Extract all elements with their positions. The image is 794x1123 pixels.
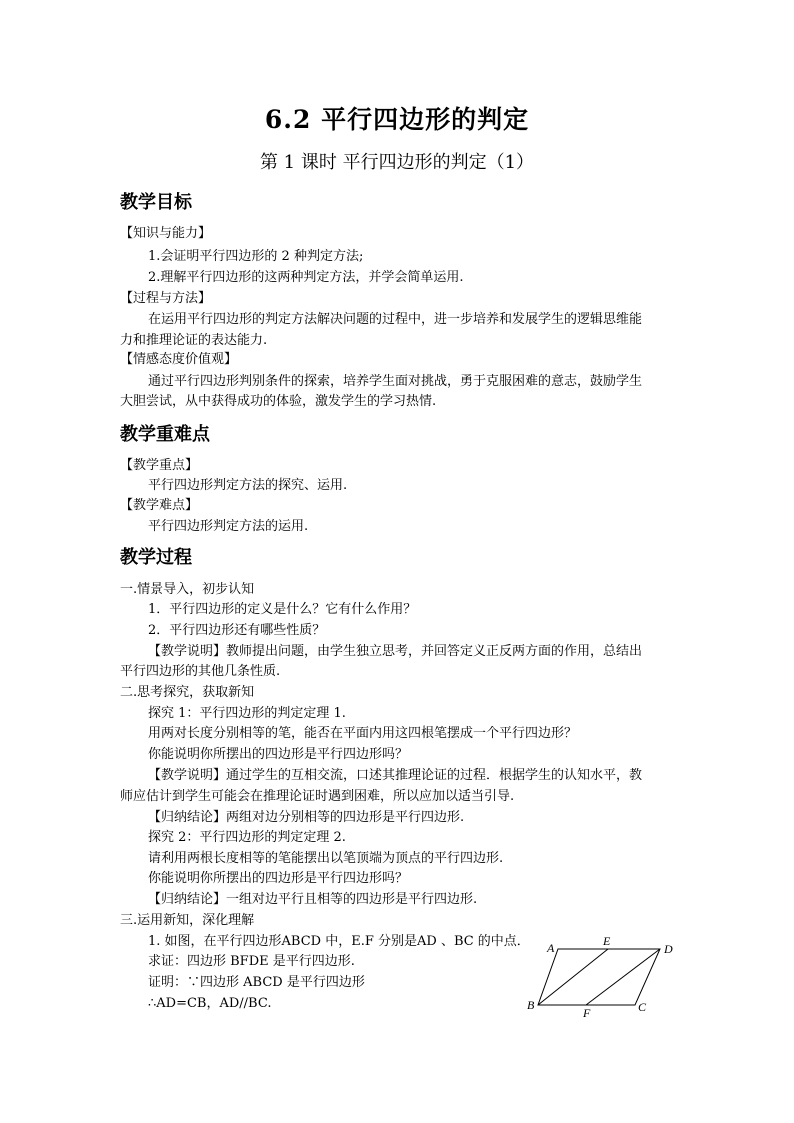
parallelogram-figure xyxy=(520,935,680,1020)
explore-2-title: 探究 2：平行四边形的判定定理 2. xyxy=(148,830,346,845)
page-title: 6.2 平行四边形的判定 xyxy=(264,105,530,134)
conclusion-1: 【归纳结论】两组对边分别相等的四边形是平行四边形. xyxy=(148,810,465,825)
section-1-question-1: 1．平行四边形的定义是什么？它有什么作用？ xyxy=(148,602,417,617)
explore-1-question-1: 用两对长度分别相等的笔，能否在平面内用这四根笔摆成一个平行四边形？ xyxy=(148,726,578,741)
knowledge-item-2: 2.理解平行四边形的这两种判定方法，并学会简单运用. xyxy=(148,270,464,285)
section-2-title: 二.思考探究，获取新知 xyxy=(120,685,255,700)
knowledge-label: 【知识与能力】 xyxy=(120,226,212,241)
section-2-note-line-2: 师应估计到学生可能会在推理论证时遇到困难，所以应加以适当引导. xyxy=(120,789,515,804)
objectives-heading: 教学目标 xyxy=(120,192,192,213)
example-1-statement: 1. 如图，在平行四边形ABCD 中，E.F 分别是AD 、BC 的中点． xyxy=(148,934,530,949)
section-1-question-2: 2．平行四边形还有哪些性质？ xyxy=(148,623,326,638)
knowledge-item-1: 1.会证明平行四边形的 2 种判定方法; xyxy=(148,249,364,264)
process-text-line-1: 在运用平行四边形的判定方法解决问题的过程中，进一步培养和发展学生的逻辑思维能 xyxy=(148,312,643,327)
difficulty-text: 平行四边形判定方法的运用. xyxy=(148,519,309,534)
process-heading: 教学过程 xyxy=(120,547,192,568)
vertex-label-d: D xyxy=(664,942,673,956)
example-1-prove: 求证：四边形 BFDE 是平行四边形. xyxy=(148,954,355,969)
example-1-proof-line-1: 证明：∵四边形 ABCD 是平行四边形 xyxy=(148,975,365,990)
example-1-proof-line-2: ∴AD=CB，AD//BC. xyxy=(148,996,272,1011)
explore-2-question-1: 请利用两根长度相等的笔能摆出以笔顶端为顶点的平行四边形. xyxy=(148,851,504,866)
section-1-note-line-2: 平行四边形的其他几条性质. xyxy=(120,664,281,679)
focus-text: 平行四边形判定方法的探究、运用. xyxy=(148,478,348,493)
explore-2-question-2: 你能说明你所摆出的四边形是平行四边形吗？ xyxy=(148,871,409,886)
emotion-label: 【情感态度价值观】 xyxy=(120,352,238,367)
emotion-text-line-2: 大胆尝试，从中获得成功的体验，激发学生的学习热情. xyxy=(120,394,437,409)
conclusion-2: 【归纳结论】一组对边平行且相等的四边形是平行四边形. xyxy=(148,892,478,907)
explore-1-question-2: 你能说明你所摆出的四边形是平行四边形吗？ xyxy=(148,747,409,762)
section-2-note-line-1: 【教学说明】通过学生的互相交流，口述其推理论证的过程．根据学生的认知水平，教 xyxy=(148,768,643,783)
vertex-label-c: C xyxy=(638,1000,647,1014)
process-text-line-2: 力和推理论证的表达能力. xyxy=(120,333,268,348)
focus-label: 【教学重点】 xyxy=(120,458,199,473)
parallelogram-abcd xyxy=(538,949,660,1005)
point-label-f: F xyxy=(583,1006,591,1020)
emotion-text-line-1: 通过平行四边形判别条件的探索，培养学生面对挑战，勇于克服困难的意志，鼓励学生 xyxy=(148,374,643,389)
page-subtitle: 第 1 课时 平行四边形的判定（1） xyxy=(259,152,535,173)
process-label: 【过程与方法】 xyxy=(120,291,212,306)
section-3-title: 三.运用新知，深化理解 xyxy=(120,913,255,928)
vertex-label-b: B xyxy=(527,998,535,1012)
key-points-heading: 教学重难点 xyxy=(120,424,210,445)
section-1-title: 一.情景导入，初步认知 xyxy=(120,582,255,597)
difficulty-label: 【教学难点】 xyxy=(120,498,199,513)
section-1-note-line-1: 【教学说明】教师提出问题，由学生独立思考，并回答定义正反两方面的作用，总结出 xyxy=(148,644,643,659)
vertex-label-a: A xyxy=(547,941,555,955)
explore-1-title: 探究 1：平行四边形的判定定理 1. xyxy=(148,706,346,721)
point-label-e: E xyxy=(603,935,611,948)
